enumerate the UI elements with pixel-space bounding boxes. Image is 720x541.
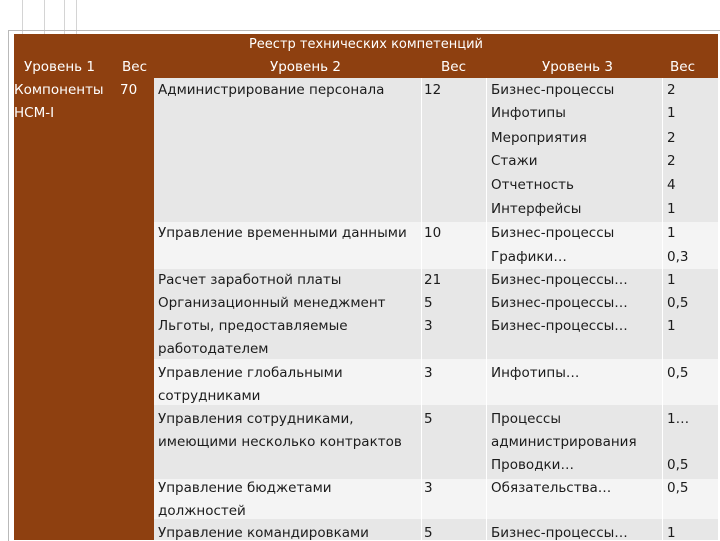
level3-weight: 0,5 (667, 295, 689, 311)
level1-weight: 70 (120, 82, 138, 98)
level3-weight: 1 (667, 201, 676, 217)
header-level3: Уровень 3 (542, 59, 613, 75)
level3-weight: 1 (667, 318, 676, 334)
level3-name: Инфотипы (491, 105, 566, 121)
level2-name: Управления сотрудниками, имеющими несколько контрактов (158, 411, 402, 450)
level3-name: Интерфейсы (491, 201, 582, 217)
level3-name: Отчетность (491, 177, 574, 193)
level2-weight: 5 (424, 295, 433, 311)
level3-weight: 2 (667, 153, 676, 169)
level3-name: Бизнес-процессы… (491, 295, 628, 311)
level3-weight: 2 (667, 82, 676, 98)
level3-name: Бизнес-процессы… (491, 318, 628, 334)
column-separator (421, 78, 422, 540)
level3-weight: 1 (667, 105, 676, 121)
level2-weight: 21 (424, 272, 442, 288)
level2-name: Льготы, предоставляемые работодателем (158, 318, 348, 357)
level2-weight: 12 (424, 82, 442, 98)
level2-name: Администрирование персонала (158, 82, 385, 98)
level2-weight: 5 (424, 525, 433, 540)
level3-name: Инфотипы… (491, 365, 580, 381)
column-separator (662, 78, 663, 540)
level2-weight: 3 (424, 318, 433, 334)
level2-name: Управление командировками (158, 525, 369, 540)
level2-name: Управление временными данными (158, 225, 407, 241)
level3-name: Процессы администрирования (491, 411, 637, 450)
header-weight3: Вес (670, 59, 695, 75)
level2-name: Управление бюджетами должностей (158, 480, 332, 519)
level2-weight: 10 (424, 225, 442, 241)
level3-weight: 4 (667, 177, 676, 193)
level2-weight: 5 (424, 411, 433, 427)
header-weight2: Вес (441, 59, 466, 75)
header-level2: Уровень 2 (270, 59, 341, 75)
level2-name: Расчет заработной платы (158, 272, 342, 288)
level1-name-line1: Компоненты (14, 82, 104, 98)
level3-name: Мероприятия (491, 130, 587, 146)
level3-weight: 1… (667, 411, 690, 427)
level3-weight: 2 (667, 130, 676, 146)
level3-name: Графики… (491, 249, 567, 265)
level3-weight: 0,5 (667, 365, 689, 381)
level1-name-line2: HCM-I (14, 105, 55, 121)
decorative-lines (0, 0, 80, 34)
level3-name: Проводки… (491, 457, 574, 473)
level3-name: Обязательства… (491, 480, 612, 496)
level3-name: Бизнес-процессы (491, 82, 615, 98)
header-weight1: Вес (122, 59, 147, 75)
level2-name: Управление глобальными сотрудниками (158, 365, 343, 404)
header-level1: Уровень 1 (24, 59, 95, 75)
level3-name: Бизнес-процессы… (491, 272, 628, 288)
table-title: Реестр технических компетенций (14, 34, 718, 57)
level3-name: Бизнес-процессы… (491, 525, 628, 540)
level3-name: Бизнес-процессы (491, 225, 615, 241)
level3-weight: 1 (667, 525, 676, 540)
level3-weight: 1 (667, 272, 676, 288)
competency-table (14, 34, 718, 540)
level2-weight: 3 (424, 365, 433, 381)
level3-name: Стажи (491, 153, 538, 169)
level2-weight: 3 (424, 480, 433, 496)
level3-weight: 0,3 (667, 249, 689, 265)
level3-weight: 0,5 (667, 457, 689, 473)
level2-name: Организационный менеджмент (158, 295, 386, 311)
column-separator (486, 78, 487, 540)
level3-weight: 0,5 (667, 480, 689, 496)
level3-weight: 1 (667, 225, 676, 241)
